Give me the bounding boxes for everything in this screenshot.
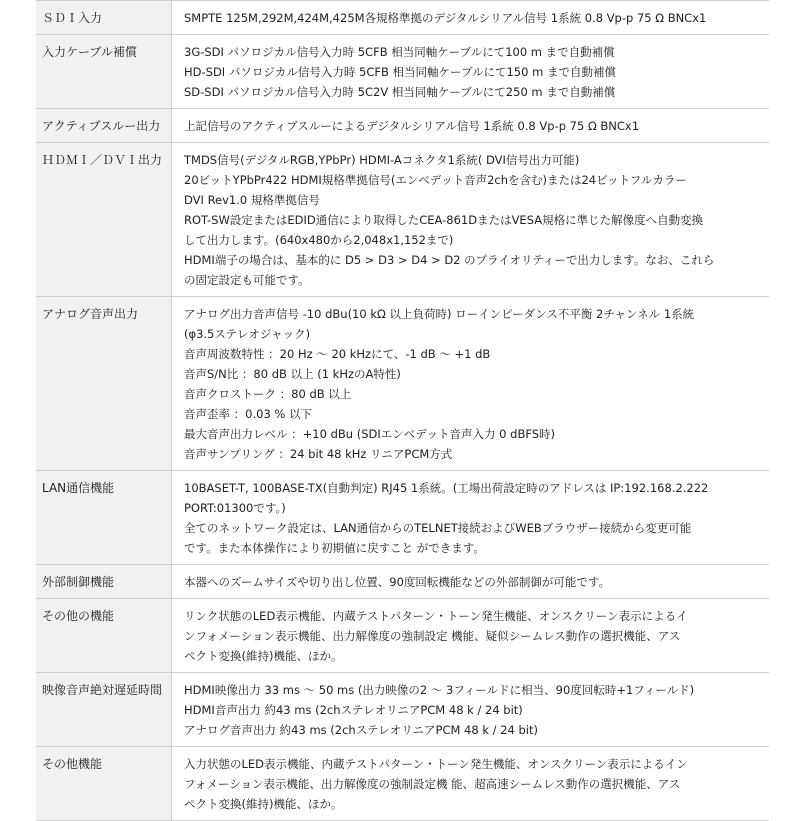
spec-value-line: (φ3.5ステレオジャック) xyxy=(184,327,311,341)
spec-value-line: SMPTE 125M,292M,424M,425M各規格準拠のデジタルシリアル信号 1系統 0.8 Vp-p 75 Ω BNCx1 xyxy=(184,11,707,25)
spec-value-line: アナログ出力音声信号 -10 dBu(10 kΩ 以上負荷時) ローインピーダンス不平衡 2チャンネル 1系統 xyxy=(184,307,695,321)
spec-value-line: 3G-SDI パソロジカル信号入力時 5CFB 相当同軸ケーブルにて100 m まで自動補償 xyxy=(184,45,615,59)
spec-value xyxy=(171,109,769,142)
spec-value-line: して出力します。(640x480から2,048x1,152まで) xyxy=(184,233,454,247)
spec-label: ＨＤＭＩ／ＤＶＩ出力 xyxy=(36,143,171,296)
spec-value xyxy=(171,747,769,820)
spec-value-line: 本器へのズームサイズや切り出し位置、90度回転機能などの外部制御が可能です。 xyxy=(184,575,610,589)
spec-value-line: PORT:01300です。) xyxy=(184,501,286,515)
spec-row xyxy=(36,143,769,297)
spec-value-line: リンク状態のLED表示機能、内蔵テストパターン・トーン発生機能、オンスクリーン表示によるイ xyxy=(184,609,688,623)
spec-row xyxy=(36,109,769,143)
spec-value-line: ペクト変換(維持)機能、ほか。 xyxy=(184,797,343,811)
spec-label: 入力ケーブル補償 xyxy=(36,35,171,108)
spec-value-line: 音声S/N比 ：80 dB 以上 (1 kHzのA特性) xyxy=(184,367,401,381)
spec-row xyxy=(36,599,769,673)
spec-row xyxy=(36,471,769,565)
spec-row xyxy=(36,747,769,821)
spec-value xyxy=(171,673,769,746)
spec-value-line: SD-SDI パソロジカル信号入力時 5C2V 相当同軸ケーブルにて250 m まで自動補償 xyxy=(184,85,616,99)
spec-value-line: ROT-SW設定またはEDID通信により取得したCEA-861DまたはVESA規格に準じた解像度へ自動変換 xyxy=(184,213,704,227)
spec-value-line: 10BASET-T, 100BASE-TX(自動判定) RJ45 1系統。(工場出荷設定時のアドレスは IP:192.168.2.222 xyxy=(184,481,709,495)
spec-label: LAN通信機能 xyxy=(36,471,171,564)
spec-value-line: HDMI音声出力 約43 ms (2chステレオリニアPCM 48 k / 24 bit) xyxy=(184,703,523,717)
spec-value-line: 上記信号のアクティブスルーによるデジタルシリアル信号 1系統 0.8 Vp-p 75 Ω BNCx1 xyxy=(184,119,640,133)
spec-value-line: アナログ音声出力 約43 ms (2chステレオリニアPCM 48 k / 24 bit) xyxy=(184,723,538,737)
spec-value xyxy=(171,35,769,108)
spec-value-line: 音声サンプリング ：24 bit 48 kHz リニアPCM方式 xyxy=(184,447,453,461)
spec-value-line: HDMI端子の場合は、基本的に D5 > D3 > D4 > D2 のプライオリティーで出力します。なお、これら xyxy=(184,253,715,267)
spec-value xyxy=(171,1,769,34)
spec-table xyxy=(36,0,769,821)
spec-label: ＳＤＩ入力 xyxy=(36,1,171,34)
spec-value-line: DVI Rev1.0 規格準拠信号 xyxy=(184,193,320,207)
spec-row xyxy=(36,297,769,471)
spec-label: アクティブスルー出力 xyxy=(36,109,171,142)
spec-value-line: HD-SDI パソロジカル信号入力時 5CFB 相当同軸ケーブルにて150 m まで自動補償 xyxy=(184,65,616,79)
spec-value-line: HDMI映像出力 33 ms 〜 50 ms (出力映像の2 〜 3フィールドに相当、90度回転時+1フィールド) xyxy=(184,683,695,697)
spec-label: 映像音声絶対遅延時間 xyxy=(36,673,171,746)
spec-value xyxy=(171,565,769,598)
spec-value xyxy=(171,599,769,672)
spec-row xyxy=(36,673,769,747)
spec-row xyxy=(36,565,769,599)
spec-value xyxy=(171,471,769,564)
spec-value-line: 音声クロストーク ：80 dB 以上 xyxy=(184,387,352,401)
spec-label: アナログ音声出力 xyxy=(36,297,171,470)
spec-row xyxy=(36,1,769,35)
spec-value-line: 最大音声出力レベル ：+10 dBu (SDIエンベデット音声入力 0 dBFS時) xyxy=(184,427,556,441)
spec-value xyxy=(171,143,769,296)
spec-value-line: 音声周波数特性 ：20 Hz 〜 20 kHzにて、-1 dB 〜 +1 dB xyxy=(184,347,491,361)
spec-value-line: です。また本体操作により初期値に戻すこと ができます。 xyxy=(184,541,485,555)
spec-value-line: ペクト変換(維持)機能、ほか。 xyxy=(184,649,343,663)
spec-value-line: TMDS信号(デジタルRGB,YPbPr) HDMI-Aコネクタ1系統( DVI信号出力可能) xyxy=(184,153,580,167)
spec-value-line: ンフォメーション表示機能、出力解像度の強制設定 機能、疑似シームレス動作の選択機能、アス xyxy=(184,629,681,643)
spec-row xyxy=(36,35,769,109)
spec-value-line: フォメーション表示機能、出力解像度の強制設定機 能、超高速シームレス動作の選択機能、アス xyxy=(184,777,681,791)
spec-value xyxy=(171,297,769,470)
spec-label: その他機能 xyxy=(36,747,171,820)
spec-value-line: 全てのネットワーク設定は、LAN通信からのTELNET接続およびWEBブラウザー接続から変更可能 xyxy=(184,521,692,535)
spec-value-line: 音声歪率 ：0.03 % 以下 xyxy=(184,407,312,421)
spec-value-line: 入力状態のLED表示機能、内蔵テストパターン・トーン発生機能、オンスクリーン表示によるイン xyxy=(184,757,688,771)
spec-label: 外部制御機能 xyxy=(36,565,171,598)
spec-label: その他の機能 xyxy=(36,599,171,672)
spec-value-line: 20ビットYPbPr422 HDMI規格準拠信号(エンベデット音声2chを含む)または24ビットフルカラー xyxy=(184,173,687,187)
spec-value-line: の固定設定も可能です。 xyxy=(184,273,310,287)
